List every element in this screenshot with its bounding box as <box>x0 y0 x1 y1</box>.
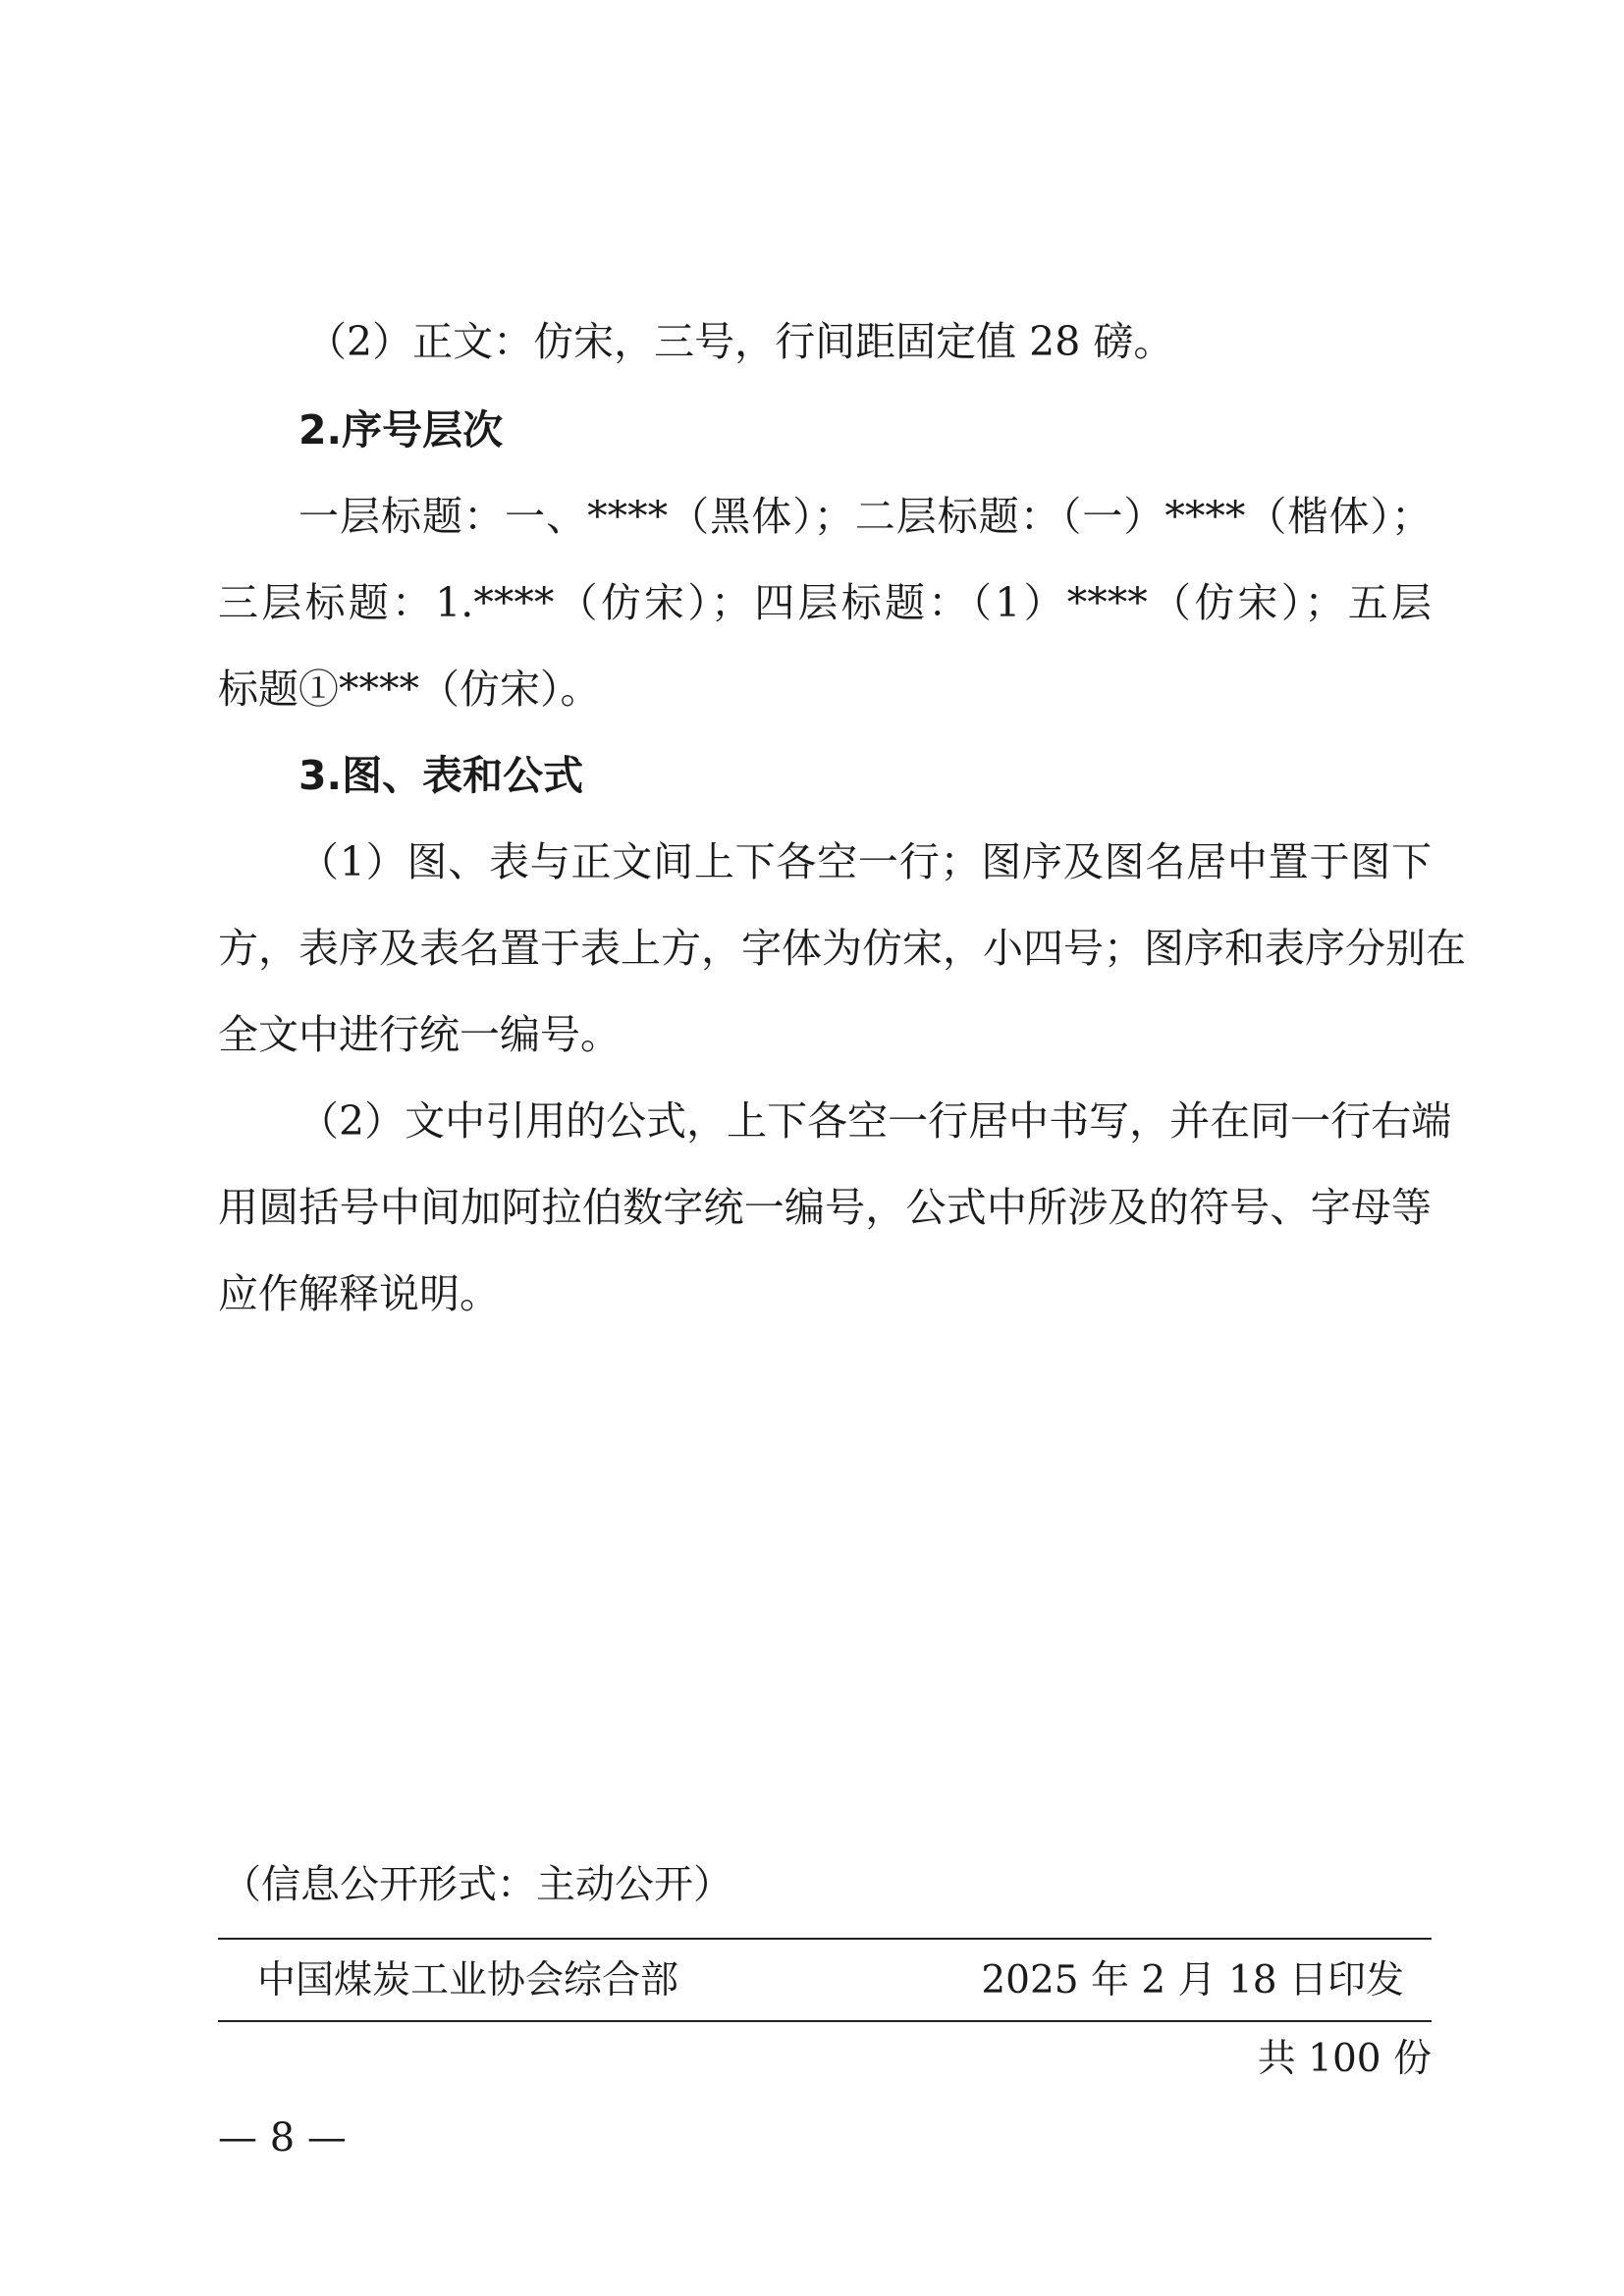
body-paragraph-line: 方，表序及表名置于表上方，字体为仿宋，小四号；图序和表序分别在 <box>218 925 1466 972</box>
body-paragraph-line: 一层标题：一、****（黑体）；二层标题：（一）****（楷体）； <box>298 493 1432 540</box>
body-paragraph-line: 标题①****（仿宋）。 <box>218 666 601 713</box>
footer-top-rule <box>218 1938 1432 1940</box>
copies-count: 共 100 份 <box>1257 2037 1432 2081</box>
section-heading: 2.序号层次 <box>298 406 504 454</box>
footer-bottom-rule <box>218 2020 1432 2022</box>
body-paragraph-line: 应作解释说明。 <box>218 1270 500 1317</box>
issuer-name: 中国煤炭工业协会综合部 <box>257 1958 679 2002</box>
issue-date: 2025 年 2 月 18 日印发 <box>981 1958 1404 2002</box>
section-heading: 3.图、表和公式 <box>298 752 584 799</box>
body-paragraph-line: （1）图、表与正文间上下各空一行；图序及图名居中置于图下 <box>298 838 1432 885</box>
body-paragraph-line: 用圆括号中间加阿拉伯数字统一编号，公式中所涉及的符号、字母等 <box>218 1184 1432 1231</box>
body-paragraph-line: （2）文中引用的公式，上下各空一行居中书写，并在同一行右端 <box>298 1097 1452 1145</box>
page-number: — 8 — <box>218 2115 347 2161</box>
body-paragraph-line: 三层标题：1.****（仿宋）；四层标题：（1）****（仿宋）；五层 <box>218 579 1432 626</box>
body-paragraph-line: （2）正文：仿宋，三号，行间距固定值 28 磅。 <box>306 318 1174 365</box>
body-paragraph-line: 全文中进行统一编号。 <box>218 1011 621 1058</box>
disclosure-note: （信息公开形式：主动公开） <box>222 1862 732 1907</box>
